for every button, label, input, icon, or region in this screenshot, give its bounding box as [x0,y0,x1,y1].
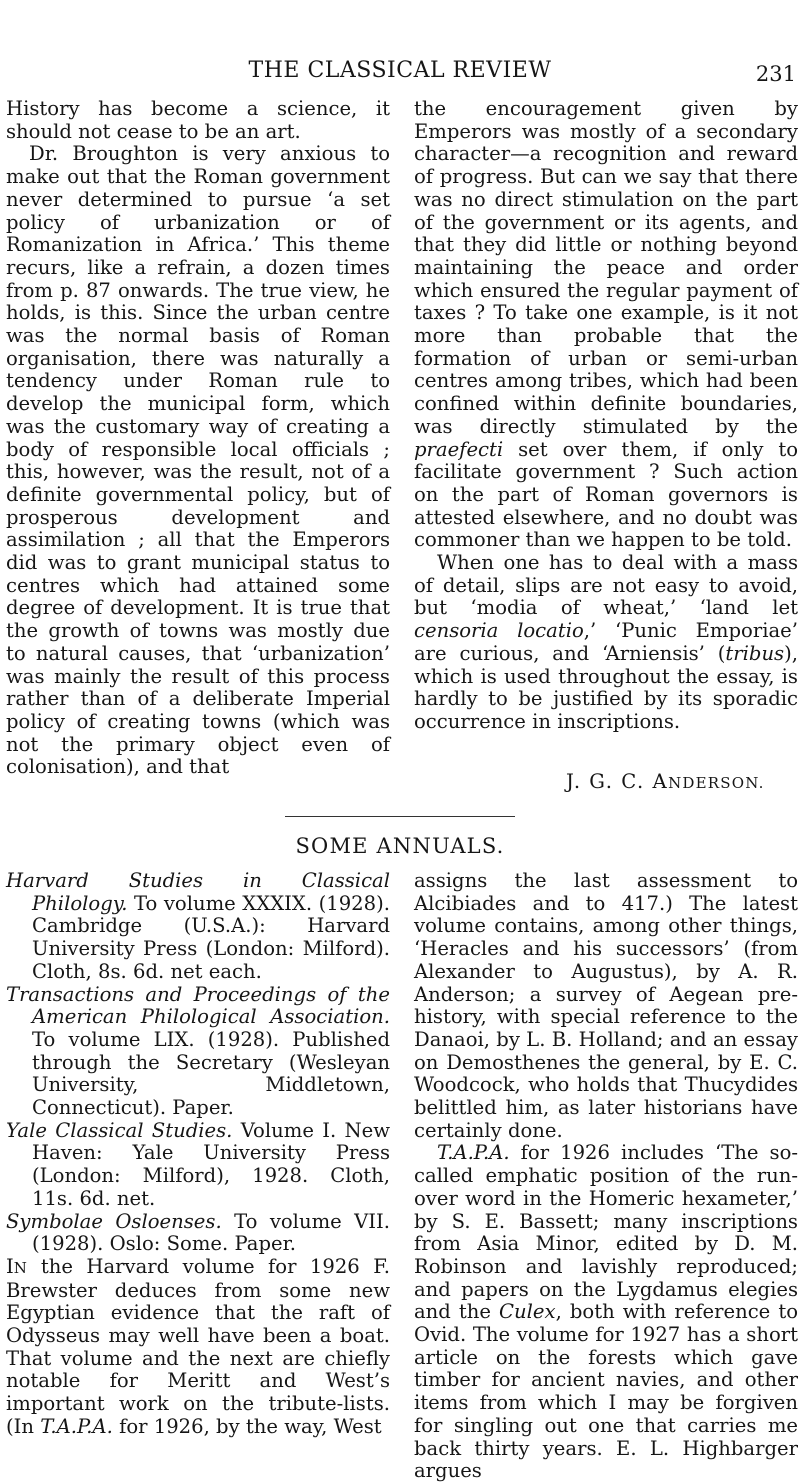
review-right-column [414,98,798,734]
running-head [0,58,800,88]
annuals-paragraph: IN the Harvard volume for 1926 F. Brewster deduces from some new Egyptian evidence that the raft of Odysseus may well have been a boat. That volume and the next are chiefly notable for Meritt and West’s important work on the tribute-lists. (In T.A.P.A. for 1926, by the way, West [6,1254,390,1438]
section-divider [285,816,515,817]
page-number: 231 [755,62,796,86]
bibliography-entry: Transactions and Proceedings of the American Philological Association. To volume LIX. (1928). Published through the Secretary (Wesleyan University, Middletown, Connecticut). Paper. [6,982,390,1120]
annuals-left-column [6,870,390,1439]
journal-title: THE CLASSICAL REVIEW [248,58,552,83]
bibliography-entry: Harvard Studies in Classical Philology. To volume XXXIX. (1928). Cambridge (U.S.A.): Harvard University Press (London: Milford). Cloth, 8s. 6d. net each. [6,869,390,983]
bibliography-entry: Yale Classical Studies. Volume I. New Haven: Yale University Press (London: Milford), 1928. Cloth, 11s. 6d. net. [6,1118,390,1210]
section-title: SOME ANNUALS. [295,834,505,858]
bibliography-entry: Symbolae Osloenses. To volume VII. (1928). Oslo: Some. Paper. [6,1209,390,1256]
reviewer-signature: J. G. C. ANDERSON. [566,770,765,793]
review-left-column [6,98,390,779]
review-paragraph: When one has to deal with a mass of detail, slips are not easy to avoid, but ‘modia of wheat,’ ‘land let censoria locatio,’ ‘Punic Emporiae’ are curious, and ‘Arniensis’ (tribus), which is used throughout the essay, is hardly to be justified by its sporadic occurrence in inscriptions. [414,551,798,733]
review-paragraph: the encouragement given by Emperors was mostly of a secondary character—a recognition and reward of progress. But can we say that there was no direct stimulation on the part of the government or its agents, and that they did little or nothing beyond maintaining the peace and order which ensured the regular payment of taxes ? To take one example, is it not more than probable that the formation of urban or semi-urban centres among tribes, which had been confined within definite boundaries, was directly stimulated by the praefecti set over them, if only to facilitate government ? Such action on the part of Roman governors is attested elsewhere, and no doubt was commoner than we happen to be told. [414,97,798,552]
annuals-paragraph: T.A.P.A. for 1926 includes ‘The so-called emphatic position of the run-over word in the Homeric hexameter,’ by S. E. Bassett; many inscriptions from Asia Minor, edited by D. M. Robinson and lavishly reproduced; and papers on the Lygdamus elegies and the Culex, both with reference to Ovid. The volume for 1927 has a short article on the forests which gave timber for ancient navies, and other items from which I may be forgiven for singling out one that carries me back thirty years. E. L. Highbarger argues [414,1141,799,1483]
review-paragraph: Dr. Broughton is very anxious to make out that the Roman government never determined to pursue ‘a set policy of urbanization or of Romanization in Africa.’ This theme recurs, like a refrain, a dozen times from p. 87 onwards. The true view, he holds, is this. Since the urban centre was the normal basis of Roman organisation, there was naturally a tendency under Roman rule to develop the municipal form, which was the customary way of creating a body of responsible local officials ; this, however, was the result, not of a definite governmental policy, but of prosperous development and assimilation ; all that the Emperors did was to grant municipal status to centres which had attained some degree of development. It is true that the growth of towns was mostly due to natural causes, that ‘urbanization’ was mainly the result of this process rather than of a deliberate Imperial policy of creating towns (which was not the primary object even of colonisation), and that [6,142,390,779]
annuals-paragraph: assigns the last assessment to Alcibiades and to 417.) The latest volume contains, among other things, ‘Heracles and his successors’ (from Alexander to Augustus), by A. R. Anderson; a survey of Aegean pre-history, with special reference to the Danaoi, by L. B. Holland; and an essay on Demosthenes the general, by E. C. Woodcock, who holds that Thucydides belittled him, as later historians have certainly done. [414,869,798,1142]
annuals-right-column [414,870,798,1483]
review-paragraph: History has become a science, it should not cease to be an art. [6,97,390,143]
